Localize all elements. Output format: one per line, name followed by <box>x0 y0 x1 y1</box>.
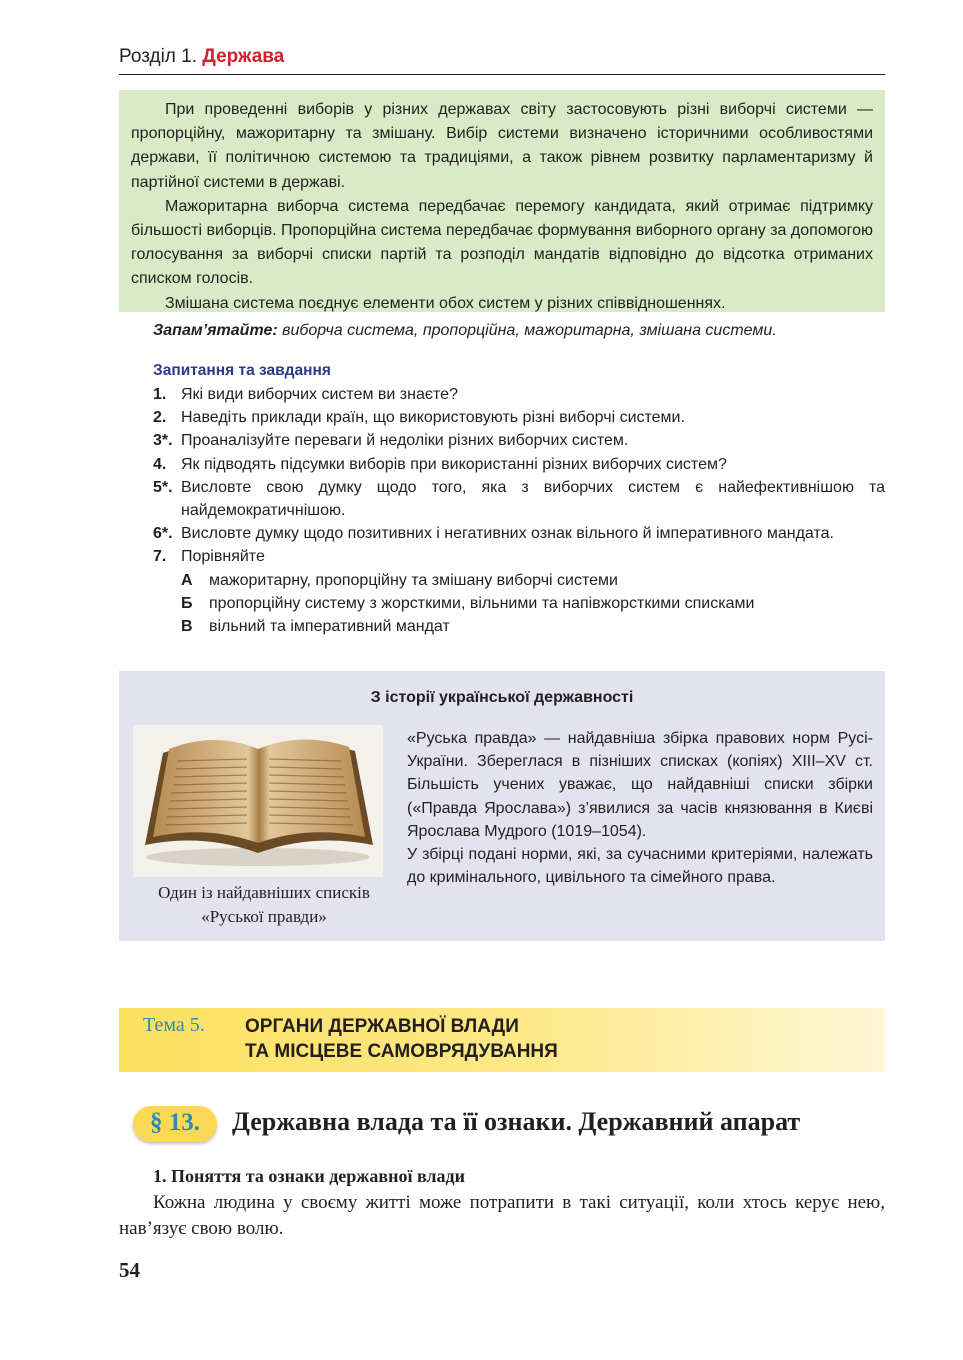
info-paragraph: Мажоритарна виборча система передбачає перемогу кандидата, який отримає підтримку більшості виборців. Пропорційна система передбачає формування виборного органу за допомогою голосування за виборчі списки партій та розподіл мандатів відповідно до відсотка отриманих списком голосів. <box>131 197 873 288</box>
paragraph-number: § 13. <box>150 1109 200 1136</box>
history-title: З історії української державності <box>370 689 634 706</box>
book-illustration <box>133 725 383 877</box>
question-item <box>153 476 885 522</box>
topic-title-line: ТА МІСЦЕВЕ САМОВРЯДУВАННЯ <box>245 1041 558 1062</box>
question-item <box>153 453 885 476</box>
question-item <box>153 429 885 452</box>
question-text: Висловте свою думку щодо того, яка з виборчих систем є найефективнішою та найдемократичнішою. <box>181 478 885 520</box>
section-topic: Держава <box>202 46 285 67</box>
remember-text: виборча система, пропорційна, мажоритарна, змішана системи. <box>282 322 777 339</box>
question-subitem <box>153 592 885 615</box>
section-label: Розділ 1. <box>119 46 198 67</box>
subitem-text: вільний та імперативний мандат <box>209 618 450 636</box>
subitem-text: пропорційну систему з жорсткими, вільними та напівжорсткими списками <box>209 594 755 612</box>
question-number: 2. <box>153 409 167 427</box>
question-number: 3*. <box>153 432 173 450</box>
history-paragraph: У збірці подані норми, які, за сучасними критеріями, належать до кримінального, цивільного та сімейного права. <box>407 846 873 887</box>
subitem-letter: А <box>181 571 193 589</box>
section-body <box>119 1190 885 1242</box>
question-text: Які види виборчих систем ви знаєте? <box>181 386 458 403</box>
image-caption <box>119 881 409 929</box>
question-text: Як підводять підсумки виборів при використанні різних виборчих систем? <box>181 455 727 473</box>
info-paragraph: При проведенні виборів у різних державах світу застосовують різні виборчі системи — пропорційну, мажоритарну та змішану. Вибір системи визначено історичними особливостями держави, її політичною системою та традиціями, а також рівнем розвитку парламентаризму й партійної системи в державі. <box>131 101 873 191</box>
question-text: Порівняйте <box>181 548 265 566</box>
info-paragraph: Змішана система поєднує елементи обох систем у різних співвідношеннях. <box>165 294 726 312</box>
info-box <box>119 90 885 312</box>
topic-title-line: ОРГАНИ ДЕРЖАВНОЇ ВЛАДИ <box>245 1016 519 1037</box>
paragraph-title: Державна влада та її ознаки. Державний апарат <box>232 1107 801 1136</box>
question-number: 5*. <box>153 478 173 496</box>
question-number: 7. <box>153 548 167 566</box>
old-book-image <box>133 725 383 877</box>
caption-line: Один із найдавніших списків <box>158 883 370 902</box>
question-item <box>153 545 885 568</box>
question-subitem <box>153 615 885 638</box>
question-number: 1. <box>153 386 167 403</box>
subitem-letter: Б <box>181 594 193 612</box>
questions-heading: Запитання та завдання <box>153 362 331 379</box>
subitem-text: мажоритарну, пропорційну та змішану виборчі системи <box>209 571 618 589</box>
subitem-letter: В <box>181 618 193 636</box>
caption-line: «Руської правди» <box>201 907 327 926</box>
page-header <box>119 46 885 75</box>
question-number: 6*. <box>153 525 173 543</box>
question-text: Висловте думку щодо позитивних і негативних ознак вільного й імперативного мандата. <box>181 525 834 543</box>
page-number: 54 <box>119 1258 140 1282</box>
question-item <box>153 522 885 545</box>
topic-title <box>245 1014 558 1064</box>
question-text: Наведіть приклади країн, що використовують різні виборчі системи. <box>181 409 685 427</box>
questions-list <box>153 383 885 638</box>
topic-banner <box>119 1008 885 1072</box>
topic-label: Тема 5. <box>143 1014 205 1036</box>
section-heading: 1. Поняття та ознаки державної влади <box>153 1166 466 1186</box>
history-paragraph: «Руська правда» — найдавніша збірка правових норм Русі-України. Збереглася в пізніших списках (копіях) XIII–XV ст. Більшість учених уважає, що найдавніші списки збірки («Правда Ярослава») з’явилися за часів князювання в Києві Ярослава Мудрого (1019–1054). <box>407 730 873 840</box>
history-text <box>407 727 873 889</box>
question-subitem <box>153 569 885 592</box>
question-item <box>153 383 885 406</box>
question-text: Проаналізуйте переваги й недоліки різних виборчих систем. <box>181 432 629 450</box>
remember-note <box>153 319 885 343</box>
paragraph-badge <box>133 1106 217 1142</box>
remember-label: Запам’ятайте: <box>153 322 278 339</box>
body-paragraph: Кожна людина у своєму житті може потрапити в такі ситуації, коли хтось керує нею, нав’язує свою волю. <box>119 1192 885 1239</box>
history-box <box>119 671 885 941</box>
question-item <box>153 406 885 429</box>
question-number: 4. <box>153 455 167 473</box>
